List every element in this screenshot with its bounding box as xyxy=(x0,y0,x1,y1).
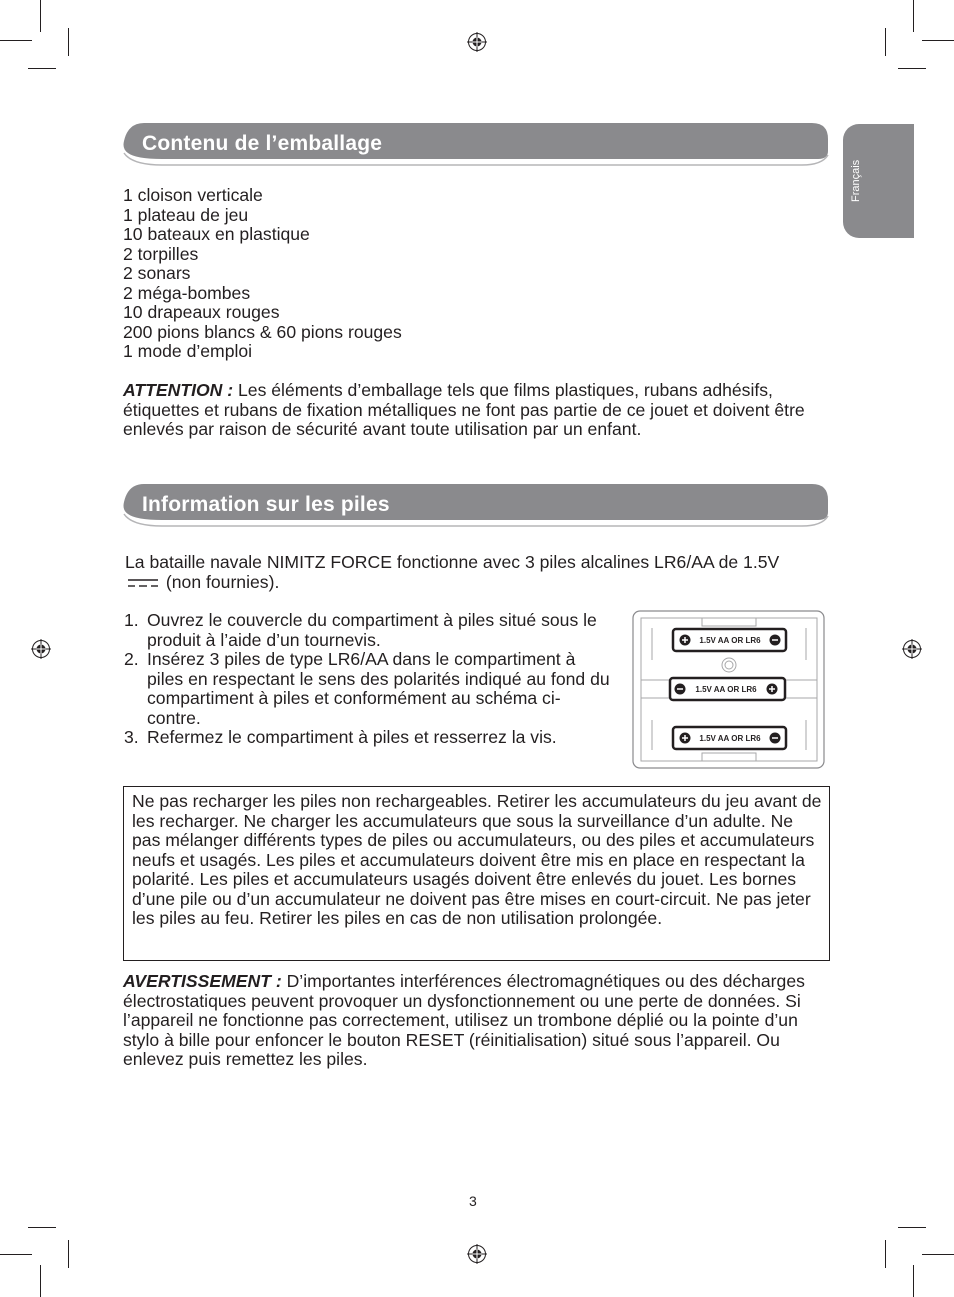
section-banner-batteries xyxy=(122,484,830,528)
battery-intro-paragraph xyxy=(125,553,815,592)
attention-paragraph xyxy=(123,381,823,440)
battery-bottom xyxy=(673,727,786,749)
attention-label: ATTENTION : xyxy=(123,380,234,400)
list-item: 200 pions blancs & 60 pions rouges xyxy=(123,321,402,342)
battery-compartment-diagram xyxy=(632,610,826,770)
list-item: 2 méga-bombes xyxy=(123,282,251,303)
registration-mark-icon xyxy=(902,639,922,659)
list-item: 3. Refermez le compartiment à piles et resserrez la vis. xyxy=(124,727,557,747)
battery-label: 1.5V AA OR LR6 xyxy=(695,685,757,694)
attention-text: Les éléments d’emballage tels que films plastiques, rubans adhésifs, étiquettes et rubans de fixation métalliques ne font pas partie de ce jouet et doivent être enlevés par raison de sécurité avant toute utilisation par un enfant. xyxy=(123,380,805,439)
registration-mark-icon xyxy=(31,639,51,659)
battery-intro-text: La bataille navale NIMITZ FORCE fonctionne avec 3 piles alcalines LR6/AA de 1.5V xyxy=(125,552,780,572)
avertissement-label: AVERTISSEMENT : xyxy=(123,971,282,991)
contents-list xyxy=(123,186,402,362)
battery-intro-suffix: (non fournies). xyxy=(161,571,280,592)
language-tab-label: Français xyxy=(850,159,862,203)
list-item: 1 plateau de jeu xyxy=(123,204,249,225)
section-banner-contents xyxy=(122,123,830,167)
battery-middle xyxy=(670,678,785,700)
avertissement-text: D’importantes interférences électromagnétiques ou des décharges électrostatiques peuvent provoquer un dysfonctionnement ou une perte de données. Si l’appareil ne fonctionne pas correctement, utilisez un trombone déplié ou la pointe d’un stylo à bille pour enfoncer le bouton RESET (réinitialisation) situé sous l’appareil. Ou enlevez puis remettez les piles. xyxy=(123,971,805,1069)
list-item: 10 bateaux en plastique xyxy=(123,224,310,244)
list-item: 10 drapeaux rouges xyxy=(123,302,280,322)
battery-warning-text: Ne pas recharger les piles non rechargeables. Retirer les accumulateurs du jeu avant de les recharger. Ne charger les accumulateurs que sous la surveillance d’un adulte. Ne pas mélanger différents types de piles ou accumulateurs, ou des piles et accumulateurs neufs et usagés. Les piles et accumulateurs doivent être mis en place en respectant la polarité. Les piles et accumulateurs usagés doivent être enlevés du jouet. Les bornes d’une pile ou d’un accumulateur ne doivent pas être mises en court-circuit. Ne pas jeter les piles au feu. Retirer les piles en cas de non utilisation prolongée. xyxy=(132,791,822,928)
dc-symbol-icon xyxy=(127,577,159,589)
section-title-batteries: Information sur les piles xyxy=(142,493,390,516)
battery-warning-box xyxy=(123,786,830,961)
list-item: 2 torpilles xyxy=(123,243,199,264)
page-number: 3 xyxy=(469,1193,477,1209)
language-tab xyxy=(843,124,914,238)
registration-mark-icon xyxy=(467,32,487,52)
registration-mark-icon xyxy=(467,1244,487,1264)
battery-label: 1.5V AA OR LR6 xyxy=(699,734,761,743)
battery-top xyxy=(673,629,786,651)
section-title-contents: Contenu de l’emballage xyxy=(142,132,383,155)
battery-steps-list xyxy=(124,611,614,748)
avertissement-paragraph xyxy=(123,972,813,1070)
battery-label: 1.5V AA OR LR6 xyxy=(699,636,761,645)
list-item: 1. Ouvrez le couvercle du compartiment à piles situé sous le produit à l’aide d’un tournevis. xyxy=(124,610,597,650)
list-item: 2. Insérez 3 piles de type LR6/AA dans le compartiment à piles en respectant le sens des polarités indiqué au fond du compartiment à piles et conformément au schéma ci-contre. xyxy=(124,649,610,728)
list-item: 1 cloison verticale xyxy=(123,185,263,205)
list-item: 1 mode d’emploi xyxy=(123,341,253,361)
list-item: 2 sonars xyxy=(123,263,191,283)
